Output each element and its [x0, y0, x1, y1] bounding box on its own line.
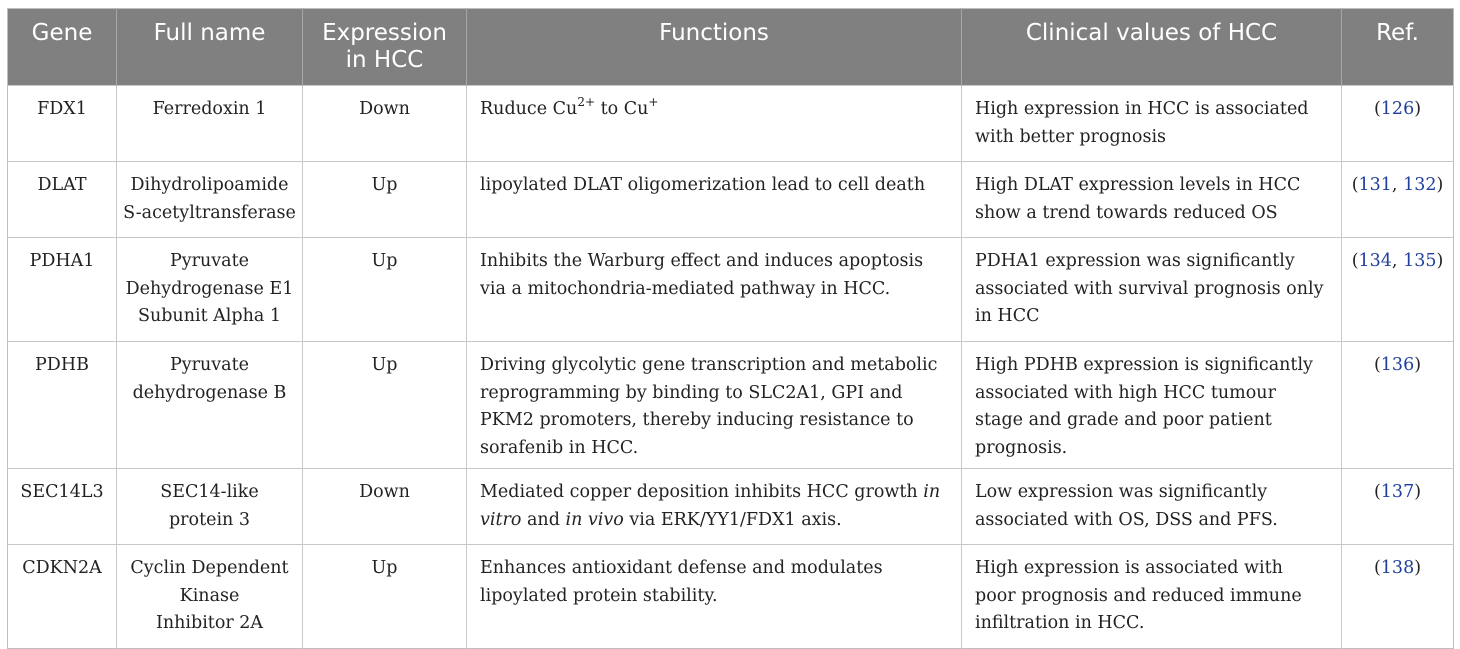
full-name-cell: [117, 545, 303, 649]
full-name-line: Subunit Alpha 1: [137, 306, 282, 326]
clinical-cell: High expression is associated with poor prognosis and reduced immune infiltration in HCC.: [962, 545, 1342, 649]
table-row: [8, 86, 1454, 162]
ref-cell: (126): [1342, 86, 1454, 162]
function-text: to Cu: [595, 99, 649, 119]
full-name-cell: [117, 86, 303, 162]
header-ref: Ref.: [1342, 9, 1454, 86]
full-name-line: Kinase: [179, 585, 240, 606]
full-name-cell: [117, 469, 303, 545]
gene-cell: FDX1: [8, 86, 117, 162]
expression-cell: Up: [303, 342, 467, 469]
header-expression-line2: in HCC: [345, 47, 424, 73]
ref-link[interactable]: 138: [1380, 558, 1415, 578]
full-name-line: protein 3: [168, 509, 251, 530]
header-full-name: Full name: [117, 9, 303, 86]
ref-link[interactable]: 132: [1403, 175, 1437, 195]
full-name-line: Dihydrolipoamide: [130, 175, 289, 195]
superscript: 2+: [577, 95, 596, 110]
expression-cell: Down: [303, 86, 467, 162]
function-text: via ERK/YY1/FDX1 axis.: [623, 509, 842, 530]
clinical-cell: PDHA1 expression was significantly associated with survival prognosis only in HCC: [962, 238, 1342, 342]
full-name-line: Cyclin Dependent: [130, 558, 289, 578]
function-cell: [467, 469, 962, 545]
function-cell: Driving glycolytic gene transcription and metabolic reprogramming by binding to SLC2A1, GPI and PKM2 promoters, thereby inducing resistance to sorafenib in HCC.: [467, 342, 962, 469]
function-cell: [467, 86, 962, 162]
full-name-line: Pyruvate: [169, 251, 249, 271]
gene-cell: PDHB: [8, 342, 117, 469]
function-cell: Enhances antioxidant defense and modulates lipoylated protein stability.: [467, 545, 962, 649]
ref-link[interactable]: 134: [1358, 251, 1392, 271]
full-name-cell: [117, 238, 303, 342]
table-row: [8, 342, 1454, 469]
gene-cell: DLAT: [8, 162, 117, 238]
gene-table: [7, 8, 1454, 649]
table-row: [8, 238, 1454, 342]
expression-cell: Down: [303, 469, 467, 545]
ref-link[interactable]: 136: [1380, 355, 1415, 375]
clinical-cell: High expression in HCC is associated with better prognosis: [962, 86, 1342, 162]
italic-text: in vivo: [565, 509, 624, 530]
header-clinical: Clinical values of HCC: [962, 9, 1342, 86]
superscript: +: [648, 95, 659, 110]
ref-link[interactable]: 126: [1380, 99, 1415, 119]
ref-link[interactable]: 137: [1380, 482, 1415, 502]
full-name-line: Dehydrogenase E1: [125, 278, 294, 299]
full-name-line: Pyruvate: [169, 355, 249, 375]
gene-cell: CDKN2A: [8, 545, 117, 649]
header-row: [8, 9, 1454, 86]
italic-text: in vitro: [480, 482, 941, 530]
function-text: and: [521, 509, 566, 530]
function-text: Mediated copper deposition inhibits HCC growth: [480, 482, 924, 502]
ref-link[interactable]: 135: [1403, 251, 1437, 271]
full-name-cell: [117, 342, 303, 469]
ref-cell: (138): [1342, 545, 1454, 649]
table-row: [8, 545, 1454, 649]
function-cell: Inhibits the Warburg effect and induces apoptosis via a mitochondria-mediated pathway in HCC.: [467, 238, 962, 342]
full-name-line: Inhibitor 2A: [155, 613, 264, 633]
ref-cell: (131, 132): [1342, 162, 1454, 238]
ref-cell: (137): [1342, 469, 1454, 545]
gene-cell: PDHA1: [8, 238, 117, 342]
header-expression: [303, 9, 467, 86]
ref-cell: (136): [1342, 342, 1454, 469]
expression-cell: Up: [303, 238, 467, 342]
clinical-cell: Low expression was significantly associated with OS, DSS and PFS.: [962, 469, 1342, 545]
full-name-cell: [117, 162, 303, 238]
header-expression-line1: Expression: [322, 20, 447, 46]
expression-cell: Up: [303, 545, 467, 649]
function-cell: lipoylated DLAT oligomerization lead to cell death: [467, 162, 962, 238]
full-name-line: S-acetyltransferase: [123, 202, 296, 223]
clinical-cell: High DLAT expression levels in HCC show a trend towards reduced OS: [962, 162, 1342, 238]
full-name-line: dehydrogenase B: [132, 382, 287, 403]
function-text: Ruduce Cu: [480, 99, 578, 119]
ref-link[interactable]: 131: [1358, 175, 1392, 195]
expression-cell: Up: [303, 162, 467, 238]
table-row: [8, 469, 1454, 545]
gene-cell: SEC14L3: [8, 469, 117, 545]
full-name-line: Ferredoxin 1: [152, 99, 267, 119]
header-gene: Gene: [8, 9, 117, 86]
full-name-line: SEC14-like: [160, 482, 259, 502]
ref-cell: (134, 135): [1342, 238, 1454, 342]
table-row: [8, 162, 1454, 238]
header-functions: Functions: [467, 9, 962, 86]
clinical-cell: High PDHB expression is significantly associated with high HCC tumour stage and grade and poor patient prognosis.: [962, 342, 1342, 469]
